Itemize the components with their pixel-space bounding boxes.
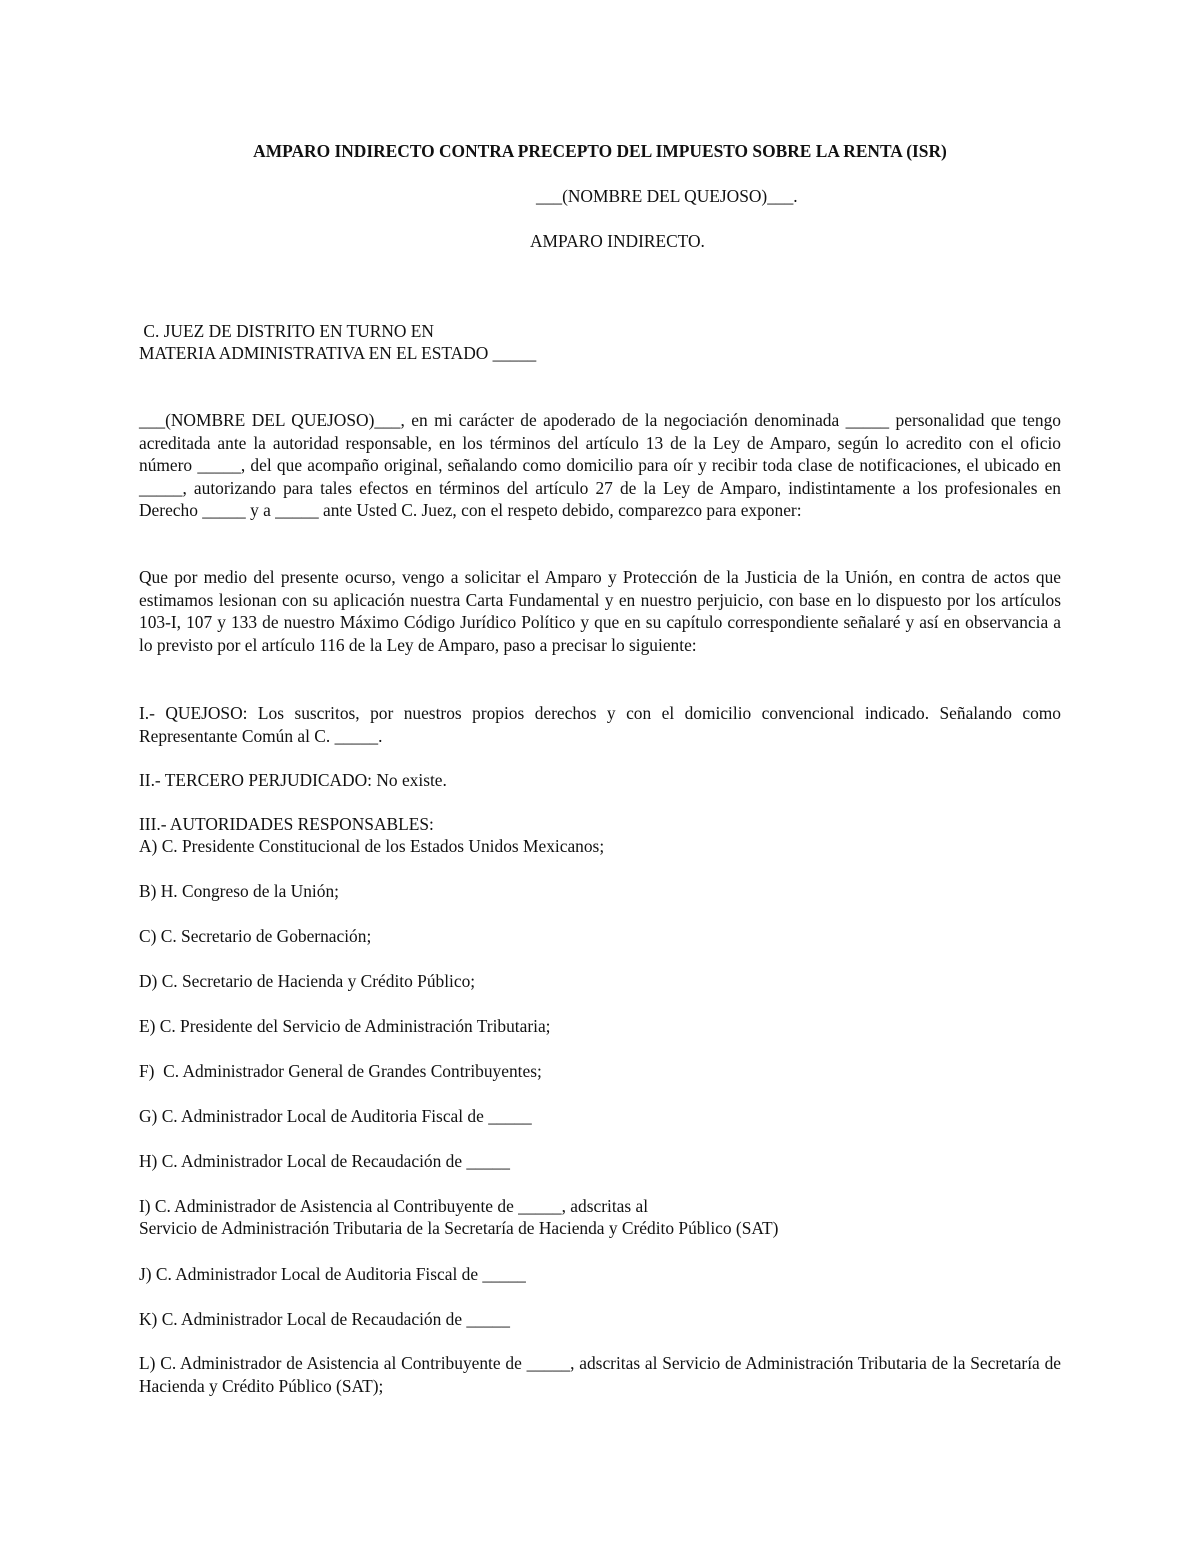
document-title: AMPARO INDIRECTO CONTRA PRECEPTO DEL IMPUESTO SOBRE LA RENTA (ISR) [253,141,947,161]
authority-b: B) H. Congreso de la Unión; [139,881,339,901]
addressee-line-1: C. JUEZ DE DISTRITO EN TURNO EN [139,321,434,341]
authority-k: K) C. Administrador Local de Recaudación de _____ [139,1309,510,1329]
tercero-section: II.- TERCERO PERJUDICADO: No existe. [139,770,447,790]
document-page [139,0,1061,1553]
autoridades-heading: III.- AUTORIDADES RESPONSABLES: [139,814,434,834]
authority-i-line-2: Servicio de Administración Tributaria de la Secretaría de Hacienda y Crédito Público (SAT) [139,1218,779,1238]
intro-paragraph: ___(NOMBRE DEL QUEJOSO)___, en mi carácter de apoderado de la negociación denominada _____ personalidad que tengo acreditada ante la autoridad responsable, en los términos del artículo 13 de la Ley de Amparo, según lo acredito con el oficio número _____, del que acompaño original, señalando como domicilio para oír y recibir toda clase de notificaciones, el ubicado en _____, autorizando para tales efectos en términos del artículo 27 de la Ley de Amparo, indistintamente a los profesionales en Derecho _____ y a _____ ante Usted C. Juez, con el respeto debido, comparezco para exponer: [139,410,1061,520]
authority-a: A) C. Presidente Constitucional de los Estados Unidos Mexicanos; [139,836,605,856]
authority-i-line-1: I) C. Administrador de Asistencia al Contribuyente de _____, adscritas al [139,1196,649,1216]
quejoso-section: I.- QUEJOSO: Los suscritos, por nuestros propios derechos y con el domicilio convencional indicado. Señalando como Representante Común al C. _____. [139,703,1061,746]
authority-h: H) C. Administrador Local de Recaudación de _____ [139,1151,510,1171]
authority-c: C) C. Secretario de Gobernación; [139,926,372,946]
addressee-line-2: MATERIA ADMINISTRATIVA EN EL ESTADO _____ [139,343,537,363]
authority-f: F) C. Administrador General de Grandes Contribuyentes; [139,1061,542,1081]
authority-d: D) C. Secretario de Hacienda y Crédito Público; [139,971,476,991]
quejoso-header: ___(NOMBRE DEL QUEJOSO)___. [536,186,798,206]
request-paragraph: Que por medio del presente ocurso, vengo a solicitar el Amparo y Protección de la Justicia de la Unión, en contra de actos que estimamos lesionan con su aplicación nuestra Carta Fundamental y en nuestro perjuicio, con base en lo dispuesto por los artículos 103-I, 107 y 133 de nuestro Máximo Código Jurídico Político y que en su capítulo correspondiente señalaré y así en observancia a lo previsto por el artículo 116 de la Ley de Amparo, paso a precisar lo siguiente: [139,567,1061,655]
authority-g: G) C. Administrador Local de Auditoria Fiscal de _____ [139,1106,532,1126]
authority-l: L) C. Administrador de Asistencia al Contribuyente de _____, adscritas al Servicio de Administración Tributaria de la Secretaría de Hacienda y Crédito Público (SAT); [139,1353,1061,1396]
amparo-label: AMPARO INDIRECTO. [530,231,705,251]
authority-e: E) C. Presidente del Servicio de Administración Tributaria; [139,1016,551,1036]
authority-j: J) C. Administrador Local de Auditoria Fiscal de _____ [139,1264,526,1284]
